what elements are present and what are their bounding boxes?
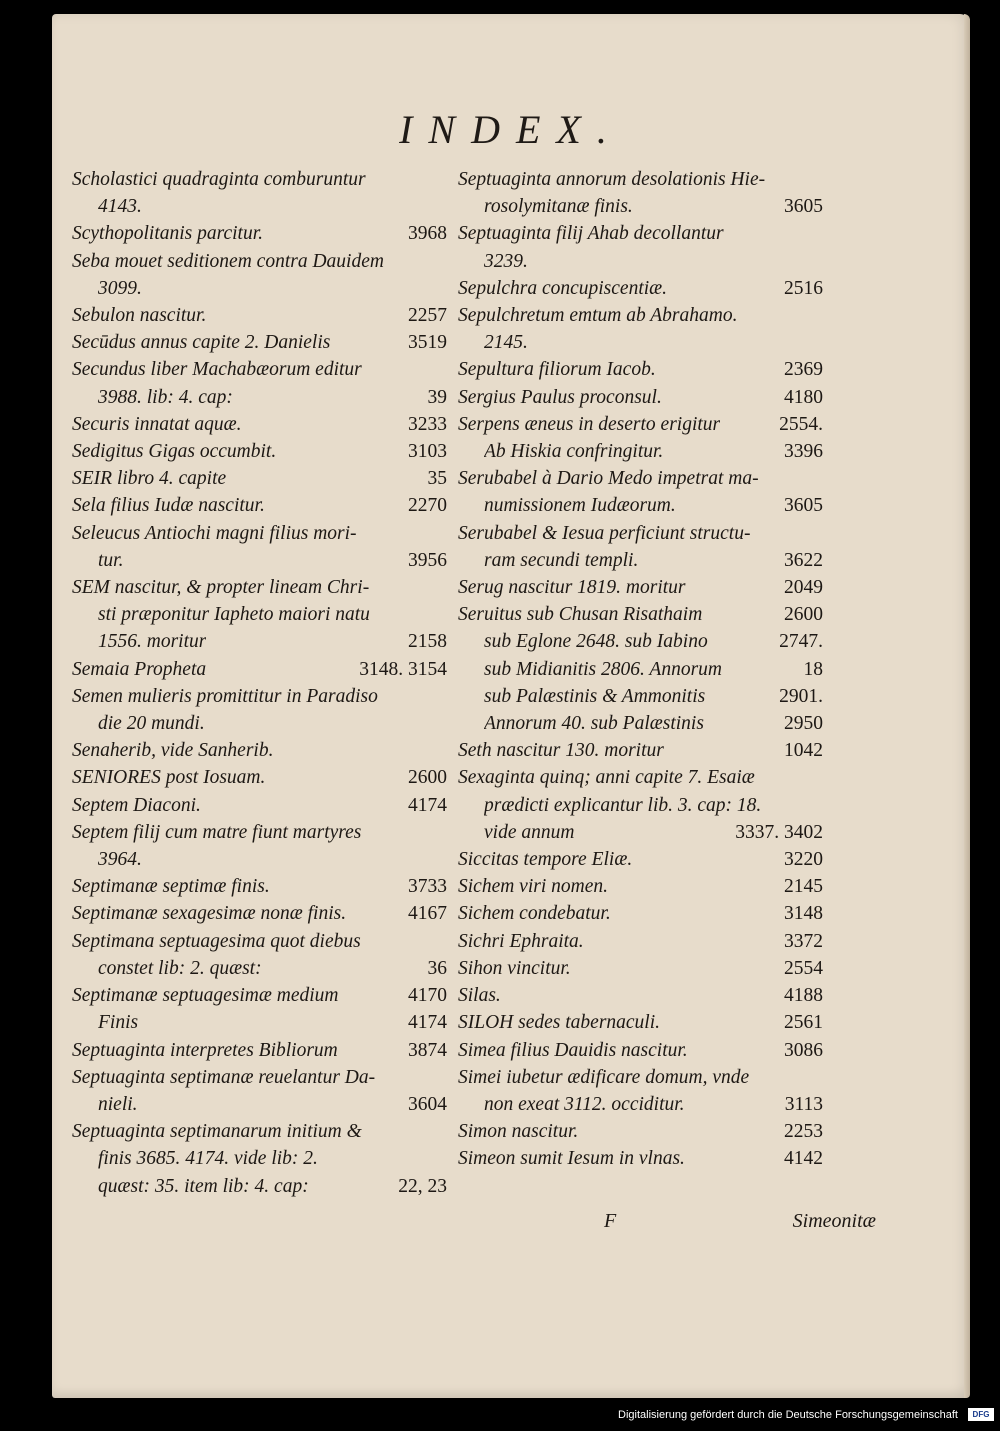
entry-text: Semaia Propheta [72,658,207,680]
entry-text: Septuaginta septimanæ reuelantur Da- [72,1066,376,1088]
entry-text: Septuaginta septimanarum initium & [72,1121,362,1143]
index-entry [72,465,447,492]
entry-text: Sedigitus Gigas occumbit. [72,441,277,463]
entry-reference: 2901. [779,685,823,707]
index-entry [458,275,823,302]
index-entry [458,737,823,764]
index-entry-line [458,928,823,955]
page-edge [964,14,970,1398]
index-entry [72,928,447,982]
index-entry-line [72,329,447,356]
index-entry [458,166,823,220]
entry-reference [439,166,447,193]
index-entry [458,846,823,873]
entry-text: sti præponitur Iapheto maiori natu [98,604,370,626]
entry-reference: 3605 [784,495,823,517]
entry-text: 3964. [98,849,142,871]
entry-reference: 4174 [408,794,447,816]
index-entry-line [458,248,823,275]
index-entry-line [72,574,447,601]
index-entry [72,574,447,656]
index-entry-line [72,384,447,411]
entry-text: Annorum 40. sub Palæstinis [484,713,704,735]
index-entry-line [458,683,823,710]
index-entry-line [458,737,823,764]
index-entry [72,438,447,465]
index-entry-line [72,737,447,764]
entry-reference: 2253 [784,1121,823,1143]
index-entry-line [72,356,447,383]
index-entry-line [72,547,447,574]
entry-reference: 3220 [784,849,823,871]
entry-text: Secundus liber Machabæorum editur [72,359,362,381]
index-entry-line [72,220,447,247]
entry-reference: 3086 [784,1039,823,1061]
index-entry-line [458,656,823,683]
entry-text: Simei iubetur ædificare domum, vnde [458,1066,750,1088]
entry-text: Serubabel & Iesua perficiunt structu- [458,522,751,544]
index-entry-line [458,955,823,982]
entry-text: Silas. [458,985,501,1007]
index-entry-line [458,982,823,1009]
entry-text: Septuaginta interpretes Bibliorum [72,1039,338,1061]
entry-text: 3099. [98,277,142,299]
index-entry-line [72,900,447,927]
index-entry-line [72,656,447,683]
index-entry-line [72,928,447,955]
index-entry-line [458,411,823,438]
entry-reference [439,737,447,764]
index-entry-line [458,764,823,791]
index-entry [72,329,447,356]
index-entry-line [458,547,823,574]
entry-reference [439,683,447,710]
index-entry [72,656,447,683]
entry-reference: 3604 [408,1093,447,1115]
entry-reference [439,928,447,955]
entry-reference [815,1064,823,1091]
index-entry [458,1145,823,1172]
index-entry-line [458,574,823,601]
index-entry [72,220,447,247]
entry-text: Seba mouet seditionem contra Dauidem [72,250,384,272]
entry-reference: 3956 [408,549,447,571]
entry-reference [815,302,823,329]
entry-reference: 2950 [784,713,823,735]
index-entry-line [72,193,447,220]
entry-text: tur. [98,549,124,571]
index-entry [72,764,447,791]
entry-reference [815,329,823,356]
entry-text: Simea filius Dauidis nascitur. [458,1039,688,1061]
entry-reference [439,520,447,547]
index-entry-line [458,520,823,547]
entry-reference: 3337. 3402 [735,821,823,843]
entry-text: ram secundi templi. [484,549,639,571]
index-entry-line [72,1064,447,1091]
index-entry [458,302,823,356]
entry-reference: 2145 [784,876,823,898]
entry-reference: 4167 [408,903,447,925]
entry-reference: 2270 [408,495,447,517]
index-entry-line [72,492,447,519]
entry-reference: 3113 [784,1093,823,1115]
entry-reference: 4180 [784,386,823,408]
entry-reference: 3148 [784,903,823,925]
book-page [52,14,970,1398]
entry-text: Senaherib, vide Sanherib. [72,740,274,762]
entry-text: 2145. [484,332,528,354]
entry-text: Septimanæ sexagesimæ nonæ finis. [72,903,347,925]
index-entry-line [458,1091,823,1118]
index-entry-line [72,1145,447,1172]
index-entry [72,900,447,927]
index-entry [72,683,447,737]
index-entry-line [458,1037,823,1064]
entry-reference: 2049 [784,577,823,599]
entry-text: Siccitas tempore Eliæ. [458,849,633,871]
index-entry [72,356,447,410]
entry-text: Serubabel à Dario Medo impetrat ma- [458,468,759,490]
entry-reference: 2600 [408,767,447,789]
entry-text: Ab Hiskia confringitur. [484,441,664,463]
entry-reference [815,220,823,247]
index-entry [458,411,823,465]
entry-reference: 39 [427,386,447,408]
index-entry-line [458,846,823,873]
index-entry-line [458,1145,823,1172]
index-entry [458,356,823,383]
index-entry-line [72,411,447,438]
index-entry-line [458,873,823,900]
entry-reference [815,764,823,791]
entry-text: die 20 mundi. [98,713,205,735]
index-entry [458,873,823,900]
entry-text: constet lib: 2. quæst: [98,957,262,979]
index-entry [458,928,823,955]
entry-reference [439,601,447,628]
entry-text: Sichem condebatur. [458,903,611,925]
index-entry [72,737,447,764]
index-entry-line [458,792,823,819]
entry-text: Sepulchretum emtum ab Abrahamo. [458,305,738,327]
entry-reference: 2158 [408,631,447,653]
index-entry-line [458,166,823,193]
index-entry-line [72,955,447,982]
entry-reference [815,248,823,275]
entry-text: Sepulchra concupiscentiæ. [458,277,668,299]
right-column [458,166,823,1173]
index-entry-line [458,819,823,846]
entry-reference [439,193,447,220]
index-entry [458,1064,823,1118]
entry-text: Sebulon nascitur. [72,305,207,327]
entry-reference: 18 [803,658,823,680]
index-entry [72,302,447,329]
entry-text: Seth nascitur 130. moritur [458,740,664,762]
entry-text: numissionem Iudæorum. [484,495,676,517]
index-entry-line [458,1118,823,1145]
entry-text: finis 3685. 4174. vide lib: 2. [98,1148,318,1170]
entry-text: sub Palæstinis & Ammonitis [484,685,706,707]
entry-reference: 2257 [408,305,447,327]
entry-reference [815,520,823,547]
index-entry-line [458,710,823,737]
index-entry [458,900,823,927]
index-entry-line [458,1064,823,1091]
entry-text: Septem Diaconi. [72,794,201,816]
index-entry [458,1009,823,1036]
index-entry-line [72,1037,447,1064]
index-entry-line [72,819,447,846]
index-entry [458,1118,823,1145]
entry-text: SEM nascitur, & propter lineam Chri- [72,577,370,599]
entry-text: Serug nascitur 1819. moritur [458,577,686,599]
entry-reference: 3103 [408,441,447,463]
entry-reference [439,275,447,302]
entry-reference [439,356,447,383]
index-entry-line [458,438,823,465]
entry-reference: 2369 [784,359,823,381]
index-entry-line [72,1173,447,1200]
index-entry-line [72,982,447,1009]
entry-text: Scythopolitanis parcitur. [72,223,264,245]
entry-reference [815,792,823,819]
index-entry-line [72,873,447,900]
entry-reference: 3874 [408,1039,447,1061]
entry-reference: 3733 [408,876,447,898]
left-column [72,166,447,1200]
index-entry [72,1118,447,1200]
index-entry [458,384,823,411]
index-entry-line [72,710,447,737]
index-entry [458,520,823,574]
index-entry-line [72,275,447,302]
entry-text: rosolymitanæ finis. [484,196,633,218]
entry-reference: 3233 [408,413,447,435]
entry-reference [439,819,447,846]
entry-reference [439,1118,447,1145]
entry-reference: 4142 [784,1148,823,1170]
entry-text: Securis innatat aquæ. [72,413,242,435]
index-entry-line [72,1091,447,1118]
entry-reference [815,166,823,193]
index-entry [72,792,447,819]
entry-reference: 2747. [779,631,823,653]
entry-text: 4143. [98,196,142,218]
index-entry [72,819,447,873]
entry-text: non exeat 3112. occiditur. [484,1093,685,1115]
index-entry-line [458,384,823,411]
index-entry [458,955,823,982]
index-entry-line [458,465,823,492]
index-entry-line [72,1118,447,1145]
index-entry [458,1037,823,1064]
entry-reference: 3148. 3154 [359,658,447,680]
entry-text: sub Midianitis 2806. Annorum [484,658,722,680]
entry-text: Sihon vincitur. [458,957,571,979]
entry-text: Semen mulieris promittitur in Paradiso [72,685,378,707]
index-entry-line [72,248,447,275]
entry-text: Simon nascitur. [458,1121,579,1143]
entry-text: Septimana septuagesima quot diebus [72,930,361,952]
index-entry-line [458,275,823,302]
entry-reference: 3396 [784,441,823,463]
entry-reference: 22, 23 [398,1175,447,1197]
index-entry-line [458,628,823,655]
index-entry-line [72,520,447,547]
index-entry [72,166,447,220]
entry-reference [439,846,447,873]
entry-text: quæst: 35. item lib: 4. cap: [98,1175,309,1197]
entry-reference: 2516 [784,277,823,299]
entry-text: 1556. moritur [98,631,207,653]
entry-text: Seleucus Antiochi magni filius mori- [72,522,357,544]
entry-reference: 4174 [408,1012,447,1034]
index-entry [458,601,823,737]
entry-text: Septuaginta annorum desolationis Hie- [458,169,766,190]
index-entry [72,982,447,1036]
credit-text: Digitalisierung gefördert durch die Deutsche Forschungsgemeinschaft [618,1408,958,1421]
entry-text: SEIR libro 4. capite [72,468,227,490]
index-entry-line [458,193,823,220]
entry-text: Sichem viri nomen. [458,876,609,898]
entry-reference: 3968 [408,223,447,245]
entry-reference: 3372 [784,930,823,952]
entry-text: Septem filij cum matre fiunt martyres [72,821,362,843]
entry-text: Finis [98,1012,139,1034]
index-entry-line [72,846,447,873]
index-entry [72,873,447,900]
index-entry-line [458,302,823,329]
entry-reference: 2554. [779,413,823,435]
index-entry [72,492,447,519]
entry-text: SENIORES post Iosuam. [72,767,266,789]
index-entry [72,411,447,438]
entry-reference: 3622 [784,549,823,571]
index-entry-line [72,601,447,628]
index-entry-line [72,1009,447,1036]
index-entry [72,248,447,302]
index-entry-line [458,220,823,247]
entry-reference [439,1145,447,1172]
entry-text: Sela filius Iudæ nascitur. [72,495,265,517]
entry-text: vide annum [484,821,575,843]
index-entry-line [72,302,447,329]
entry-reference: 36 [427,957,447,979]
entry-text: Sexaginta quinq; anni capite 7. Esaiæ [458,767,755,789]
entry-text: Sichri Ephraita. [458,930,584,952]
entry-reference [439,710,447,737]
index-entry-line [458,1009,823,1036]
entry-text: Sepultura filiorum Iacob. [458,359,656,381]
entry-reference: 2600 [784,604,823,626]
entry-reference: 4170 [408,985,447,1007]
index-entry-line [458,900,823,927]
entry-text: 3239. [484,250,528,272]
index-entry [72,520,447,574]
entry-text: SILOH sedes tabernaculi. [458,1012,661,1034]
entry-reference [439,1064,447,1091]
index-entry-line [72,792,447,819]
entry-reference: 4188 [784,985,823,1007]
page-title: INDEX. [399,107,623,152]
index-entry [458,764,823,846]
entry-reference [815,465,823,492]
entry-text: Sergius Paulus proconsul. [458,386,662,408]
entry-reference: 35 [427,468,447,490]
entry-text: Serpens æneus in deserto erigitur [458,413,721,435]
index-entry [458,465,823,519]
index-entry [458,982,823,1009]
index-entry-line [72,438,447,465]
dfg-logo: DFG [968,1408,994,1421]
entry-reference: 2561 [784,1012,823,1034]
entry-text: Septuaginta filij Ahab decollantur [458,223,724,245]
entry-text: nieli. [98,1093,138,1115]
entry-text: Scholastici quadraginta comburuntur [72,169,366,190]
entry-text: 3988. lib: 4. cap: [98,386,233,408]
entry-reference: 3519 [408,332,447,354]
index-entry [458,220,823,274]
index-entry-line [72,764,447,791]
index-entry-line [72,628,447,655]
index-entry-line [458,356,823,383]
catchword: Simeonitæ [792,1210,876,1232]
index-entry [72,1064,447,1118]
index-entry-line [458,329,823,356]
entry-reference: 1042 [784,740,823,762]
credit-bar [0,1398,1000,1431]
index-entry-line [458,492,823,519]
signature-mark: F [604,1210,617,1232]
entry-text: Septimanæ septimæ finis. [72,876,270,898]
index-entry [458,574,823,601]
index-entry-line [458,601,823,628]
index-entry-line [72,683,447,710]
entry-text: Seruitus sub Chusan Risathaim [458,604,703,626]
entry-text: sub Eglone 2648. sub Iabino [484,631,708,653]
entry-text: prædicti explicantur lib. 3. cap: 18. [484,794,762,816]
index-entry [72,1037,447,1064]
index-entry-line [72,166,447,193]
entry-reference [439,574,447,601]
index-entry-line [72,465,447,492]
entry-text: Secūdus annus capite 2. Danielis [72,332,331,354]
entry-reference: 2554 [784,957,823,979]
entry-reference: 3605 [784,196,823,218]
entry-reference [439,248,447,275]
entry-text: Septimanæ septuagesimæ medium [72,985,339,1007]
entry-text: Simeon sumit Iesum in vlnas. [458,1148,685,1170]
